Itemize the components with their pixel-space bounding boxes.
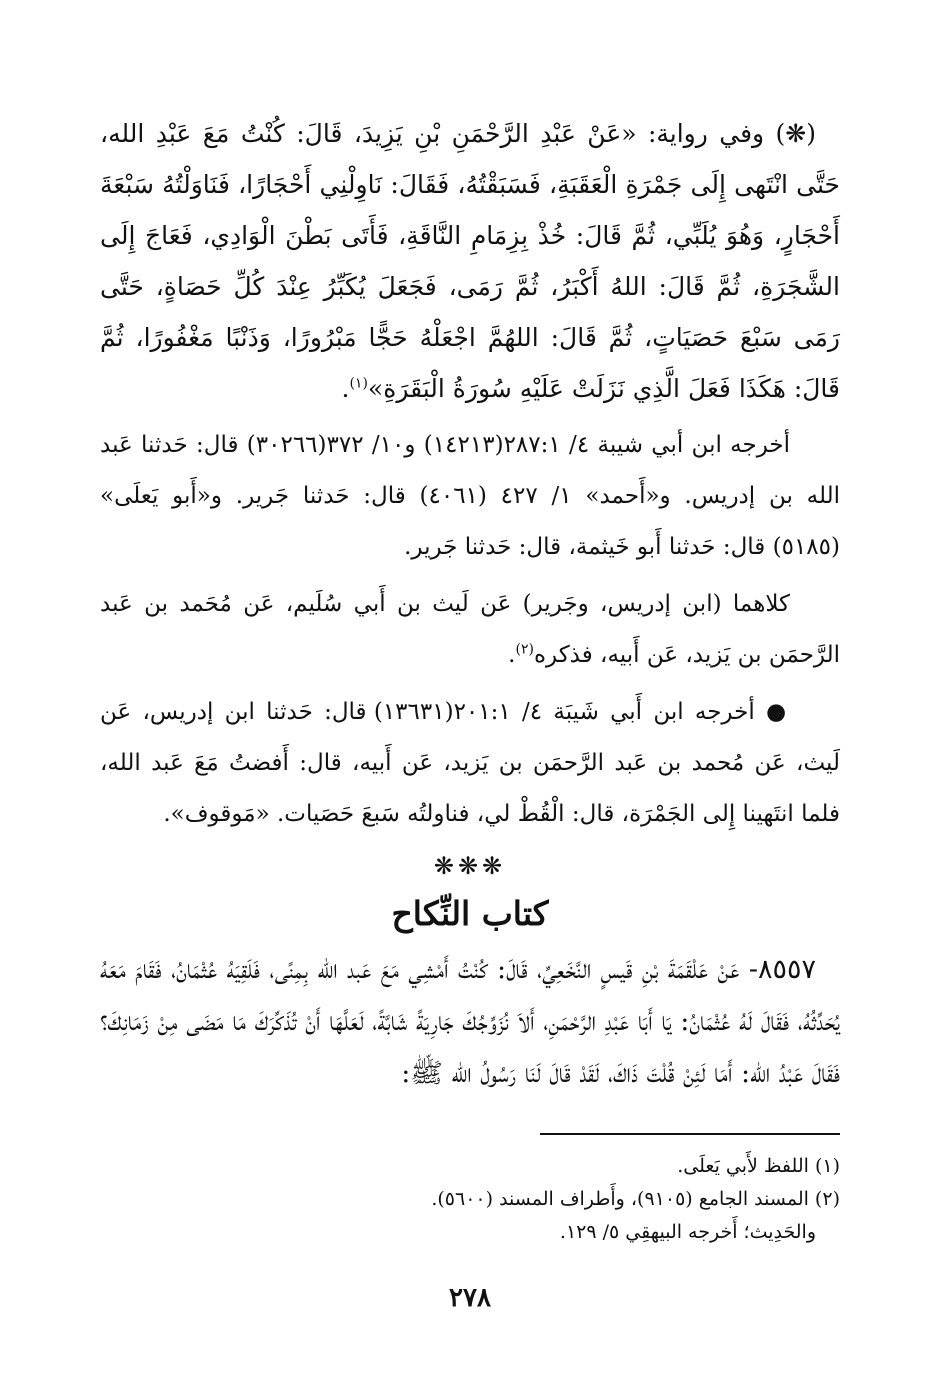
- page-body: [100, 108, 840, 1106]
- footnote-ref-1: (١): [349, 375, 368, 392]
- hadith-number: ٨٥٥٧: [757, 954, 816, 985]
- narration-text: وفي رواية: «عَنْ عَبْدِ الرَّحْمَنِ بْنِ يَزِيدَ، قَالَ: كُنْتُ مَعَ عَبْدِ الله، حَتَّى انْتَهى إِلَى جَمْرَةِ الْعَقَبَةِ، فَسَبَقْتُهُ، فَقَالَ: نَاوِلْنِي أَحْجَارًا، فَنَاوَلْتُهُ سَبْعَةَ أَحْجَارٍ، وَهُوَ يُلَبِّي، ثُمَّ قَالَ: خُذْ بِزِمَامِ النَّاقَةِ، فَأَتَى بَطْنَ الْوَادِي، فَعَاجَ إِلَى الشَّجَرَةِ، ثُمَّ قَالَ: اللهُ أَكْبَرُ، ثُمَّ رَمَى، فَجَعَلَ يُكَبِّرُ عِنْدَ كُلِّ حَصَاةٍ، حَتَّى رَمَى سَبْعَ حَصَيَاتٍ، ثُمَّ قَالَ: اللهُمَّ اجْعَلْهُ حَجًّا مَبْرُورًا، وَذَنْبًا مَغْفُورًا، ثُمَّ قَالَ: هَكَذَا فَعَلَ الَّذِي نَزَلَتْ عَلَيْهِ سُورَةُ الْبَقَرَةِ»: [100, 119, 840, 403]
- footnote-1: (١) اللفظ لأَبي يَعلَى.: [677, 1155, 840, 1177]
- bullet-text: أخرجه ابن أَبي شَيبَة ٤/ ٢٠١:١(١٣٦٣١) قال: حَدثنا ابن إدريس، عَن لَيث، عَن مُحمد بن عَبد الرَّحمَن بن يَزيد، عَن أَبيه، قال: أَفضتُ مَعَ عَبد الله، فلما انتَهينا إِلى الجَمْرَة، قال: الْقُطْ لي، فناولتُه سَبعَ حَصَيات. «مَوقوف».: [100, 699, 840, 827]
- source-text: أخرجه ابن أبي شيبة ٤/ ٢٨٧:١(١٤٢١٣) و١٠/ ٣٧٢(٣٠٢٦٦) قال: حَدثنا عَبد الله بن إدريس. و«أَحمد» ١/ ٤٢٧ (٤٠٦١) قال: حَدثنا جَرير. و«أَبو يَعلَى» (٥١٨٥) قال: حَدثنا أَبو خَيثمة، قال: حَدثنا جَرير.: [100, 432, 840, 560]
- narration-paragraph: (❋) وفي رواية: «عَنْ عَبْدِ الرَّحْمَنِ بْنِ يَزِيدَ، قَالَ: كُنْتُ مَعَ عَبْدِ الله، حَتَّى انْتَهى إِلَى جَمْرَةِ الْعَقَبَةِ، فَسَبَقْتُهُ، فَقَالَ: نَاوِلْنِي أَحْجَارًا، فَنَاوَلْتُهُ سَبْعَةَ أَحْجَارٍ، وَهُوَ يُلَبِّي، ثُمَّ قَالَ: خُذْ بِزِمَامِ النَّاقَةِ، فَأَتَى بَطْنَ الْوَادِي، فَعَاجَ إِلَى الشَّجَرَةِ، ثُمَّ قَالَ: اللهُ أَكْبَرُ، ثُمَّ رَمَى، فَجَعَلَ يُكَبِّرُ عِنْدَ كُلِّ حَصَاةٍ، حَتَّى رَمَى سَبْعَ حَصَيَاتٍ، ثُمَّ قَالَ: اللهُمَّ اجْعَلْهُ حَجًّا مَبْرُورًا، وَذَنْبًا مَغْفُورًا، ثُمَّ قَالَ: هَكَذَا فَعَلَ الَّذِي نَزَلَتْ عَلَيْهِ سُورَةُ الْبَقَرَةِ»$^{(١)}$.: [100, 119, 840, 403]
- bullet-icon: ●: [765, 699, 790, 725]
- asterisk-marker: (❋): [775, 119, 816, 148]
- source-paragraph: [100, 420, 840, 573]
- footnote-ref-2: (٢): [515, 641, 534, 658]
- chapter-title: كتاب النِّكاح: [391, 894, 549, 933]
- footnotes: [100, 1150, 840, 1249]
- hadith-paragraph: ٨٥٥٧- عَنْ عَلْقَمَةَ بْنِ قَيسٍ النَّخَعِيِّ، قَالَ: كُنْتُ أَمْشِي مَعَ عَبد الله بِمِنًى، فَلَقِيَهُ عُثْمَانُ، فَقَامَ مَعَهُ يُحَدِّثُهُ، فَقَالَ لَهُ عُثْمَانُ: يَا أَبَا عَبْدِ الرَّحْمَنِ، أَلاَ نُزَوِّجُكَ جَارِيَةً شَابَّةً، لَعَلَّهَا أَنْ تُذَكِّرَكَ مَا مَضَى مِنْ زَمَانِكَ؟ فَقَالَ عَبْدُ الله: أَمَا لَئِنْ قُلْتَ ذَاكَ، لَقَدْ قَالَ لَنَا رَسُولُ الله ﷺ:: [100, 954, 840, 1089]
- chain-text: كلاهما (ابن إدريس، وجَرير) عَن لَيث بن أَبي سُلَيم، عَن مُحَمد بن عَبد الرَّحمَن بن يَزيد، عَن أَبيه، فذكره: [100, 591, 840, 668]
- chain-paragraph: كلاهما (ابن إدريس، وجَرير) عَن لَيث بن أَبي سُلَيم، عَن مُحَمد بن عَبد الرَّحمَن بن يَزيد، عَن أَبيه، فذكره$^{(٢)}$.: [100, 591, 840, 668]
- page-number: ٢٧٨: [449, 1283, 491, 1313]
- section-separator: ❋❋❋: [433, 852, 507, 880]
- footnote-divider: [540, 1133, 840, 1135]
- hadith-text: عَنْ عَلْقَمَةَ بْنِ قَيسٍ النَّخَعِيِّ، قَالَ: كُنْتُ أَمْشِي مَعَ عَبد الله بِمِنًى، فَلَقِيَهُ عُثْمَانُ، فَقَامَ مَعَهُ يُحَدِّثُهُ، فَقَالَ لَهُ عُثْمَانُ: يَا أَبَا عَبْدِ الرَّحْمَنِ، أَلاَ نُزَوِّجُكَ جَارِيَةً شَابَّةً، لَعَلَّهَا أَنْ تُذَكِّرَكَ مَا مَضَى مِنْ زَمَانِكَ؟ فَقَالَ عَبْدُ الله: أَمَا لَئِنْ قُلْتَ ذَاكَ، لَقَدْ قَالَ لَنَا رَسُولُ الله ﷺ:: [100, 954, 840, 1089]
- bullet-paragraph: [100, 687, 840, 840]
- footnote-2: (٢) المسند الجامع (٩١٠٥)، وأَطراف المسند (٥٦٠٠).: [431, 1188, 840, 1210]
- footnote-2-continued: والحَدِيث؛ أَخرجه البيهقِي ٥/ ١٢٩.: [559, 1221, 816, 1243]
